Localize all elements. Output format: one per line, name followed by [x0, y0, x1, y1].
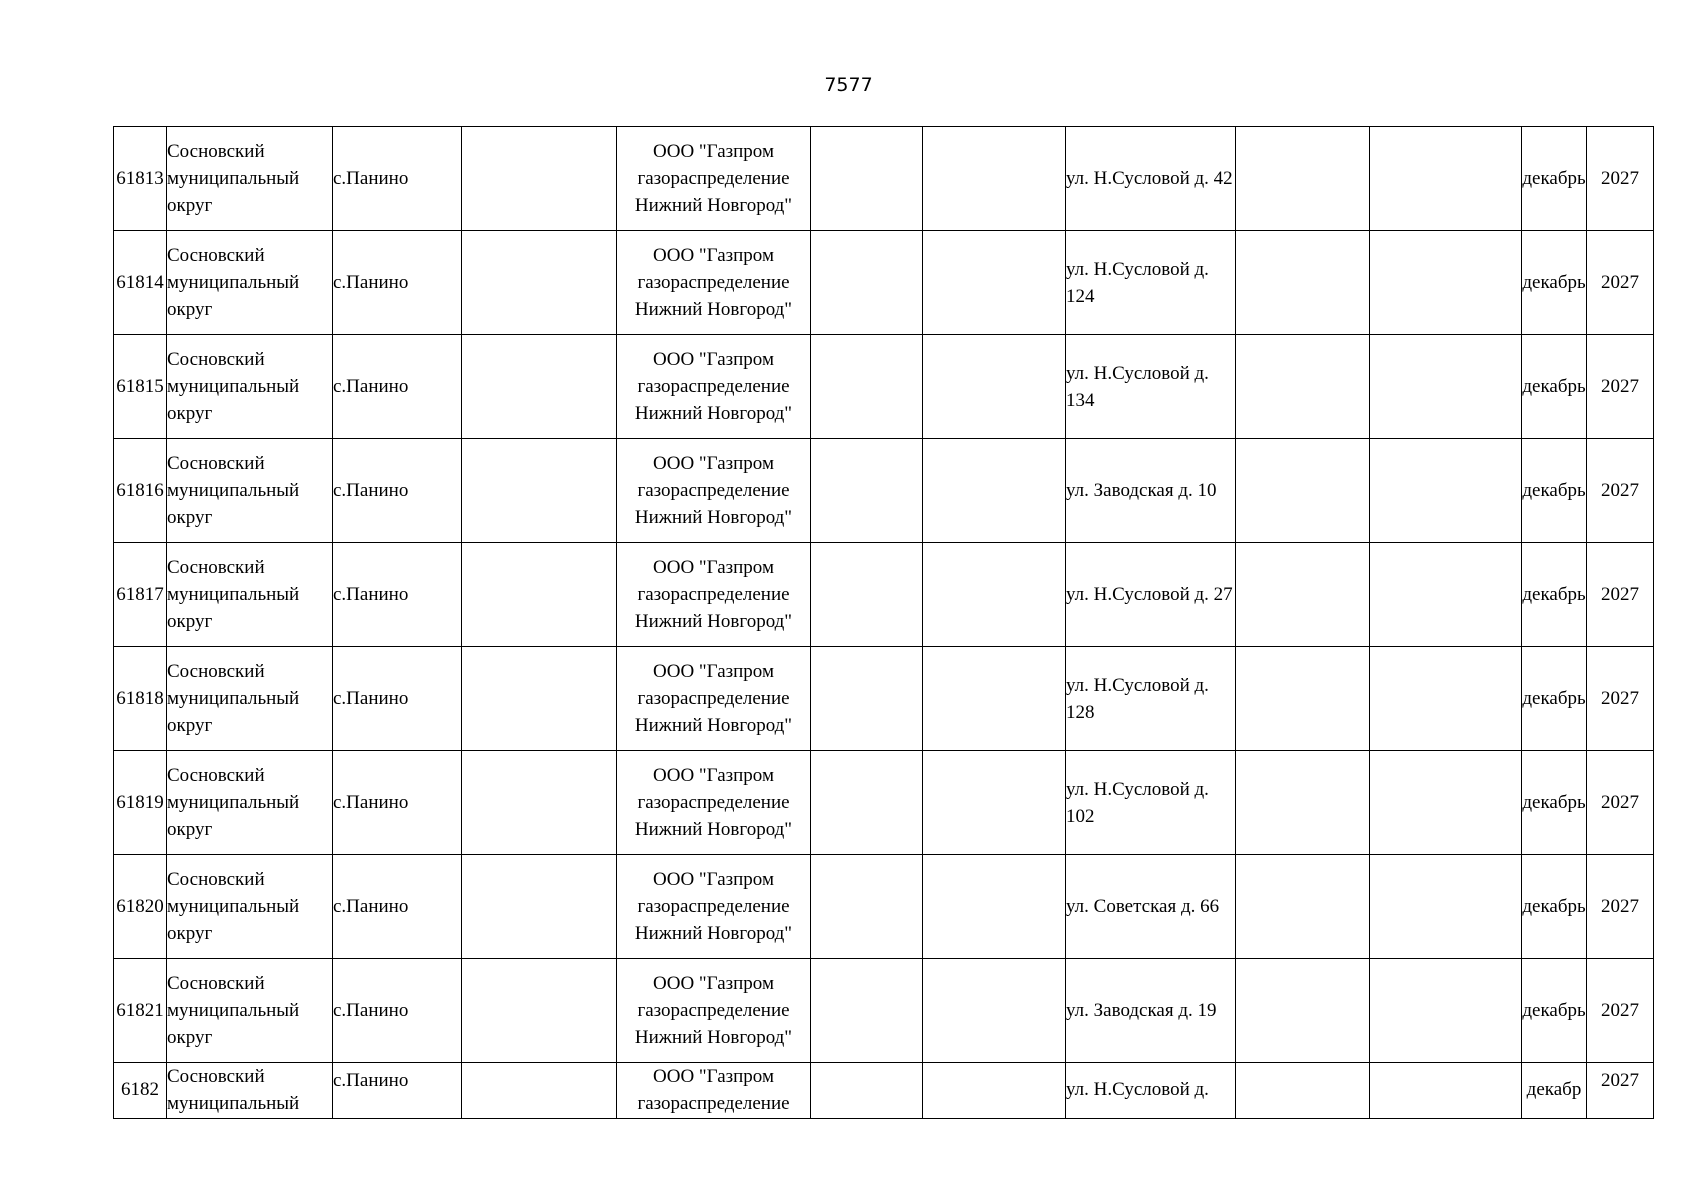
empty-cell — [811, 543, 923, 647]
page-number: 7577 — [824, 74, 873, 96]
empty-cell — [811, 959, 923, 1063]
empty-cell — [811, 855, 923, 959]
record-number-cell: 61813 — [114, 127, 167, 231]
month-cell: декабрь — [1522, 959, 1587, 1063]
empty-cell — [462, 439, 617, 543]
table-row — [114, 855, 1654, 959]
empty-cell — [923, 959, 1066, 1063]
organization-cell: ООО "Газпром газораспределение Нижний Новгород" — [617, 543, 811, 647]
district-cell: Сосновский муниципальный округ — [167, 647, 333, 751]
empty-cell — [923, 751, 1066, 855]
locality-cell: с.Панино — [333, 439, 462, 543]
year-cell: 2027 — [1587, 439, 1654, 543]
district-cell: Сосновский муниципальный округ — [167, 959, 333, 1063]
year-cell: 2027 — [1587, 231, 1654, 335]
table-row — [114, 959, 1654, 1063]
table-row — [114, 335, 1654, 439]
month-cell: декабрь — [1522, 751, 1587, 855]
empty-cell — [1236, 439, 1370, 543]
locality-cell: с.Панино — [333, 647, 462, 751]
year-cell: 2027 — [1587, 543, 1654, 647]
organization-cell: ООО "Газпром газораспределение Нижний Новгород" — [617, 959, 811, 1063]
table-row — [114, 439, 1654, 543]
record-number-cell: 61818 — [114, 647, 167, 751]
empty-cell — [1236, 959, 1370, 1063]
empty-cell — [462, 127, 617, 231]
address-cell: ул. Н.Сусловой д. 27 — [1066, 543, 1236, 647]
locality-cell: с.Панино — [333, 335, 462, 439]
empty-cell — [1236, 855, 1370, 959]
record-number-cell: 61816 — [114, 439, 167, 543]
address-cell: ул. Заводская д. 10 — [1066, 439, 1236, 543]
locality-cell: с.Панино — [333, 543, 462, 647]
table-row — [114, 543, 1654, 647]
year-cell: 2027 — [1587, 855, 1654, 959]
table-row — [114, 127, 1654, 231]
address-cell: ул. Советская д. 66 — [1066, 855, 1236, 959]
locality-cell: с.Панино — [333, 1063, 462, 1119]
organization-cell: ООО "Газпром газораспределение — [617, 1063, 811, 1119]
month-cell: декабр — [1522, 1063, 1587, 1119]
empty-cell — [1370, 1063, 1522, 1119]
month-cell: декабрь — [1522, 543, 1587, 647]
empty-cell — [1370, 647, 1522, 751]
address-cell: ул. Н.Сусловой д. 128 — [1066, 647, 1236, 751]
district-cell: Сосновский муниципальный округ — [167, 335, 333, 439]
address-cell: ул. Заводская д. 19 — [1066, 959, 1236, 1063]
district-cell: Сосновский муниципальный округ — [167, 855, 333, 959]
empty-cell — [1370, 335, 1522, 439]
empty-cell — [1370, 543, 1522, 647]
locality-cell: с.Панино — [333, 127, 462, 231]
address-cell: ул. Н.Сусловой д. 124 — [1066, 231, 1236, 335]
empty-cell — [1236, 127, 1370, 231]
locality-cell: с.Панино — [333, 959, 462, 1063]
organization-cell: ООО "Газпром газораспределение Нижний Новгород" — [617, 855, 811, 959]
locality-cell: с.Панино — [333, 855, 462, 959]
organization-cell: ООО "Газпром газораспределение Нижний Новгород" — [617, 335, 811, 439]
empty-cell — [923, 231, 1066, 335]
record-number-cell: 61821 — [114, 959, 167, 1063]
record-number-cell: 61819 — [114, 751, 167, 855]
empty-cell — [811, 127, 923, 231]
address-cell: ул. Н.Сусловой д. 134 — [1066, 335, 1236, 439]
table-row — [114, 647, 1654, 751]
district-cell: Сосновский муниципальный округ — [167, 751, 333, 855]
organization-cell: ООО "Газпром газораспределение Нижний Новгород" — [617, 647, 811, 751]
empty-cell — [923, 647, 1066, 751]
year-cell: 2027 — [1587, 1063, 1654, 1119]
empty-cell — [1370, 231, 1522, 335]
month-cell: декабрь — [1522, 127, 1587, 231]
district-cell: Сосновский муниципальный округ — [167, 127, 333, 231]
empty-cell — [1236, 335, 1370, 439]
record-number-cell: 61814 — [114, 231, 167, 335]
empty-cell — [1370, 751, 1522, 855]
district-cell: Сосновский муниципальный — [167, 1063, 333, 1119]
empty-cell — [1370, 127, 1522, 231]
empty-cell — [1370, 439, 1522, 543]
month-cell: декабрь — [1522, 335, 1587, 439]
table-row — [114, 1063, 1654, 1119]
empty-cell — [1236, 543, 1370, 647]
empty-cell — [923, 439, 1066, 543]
empty-cell — [462, 855, 617, 959]
district-cell: Сосновский муниципальный округ — [167, 543, 333, 647]
month-cell: декабрь — [1522, 647, 1587, 751]
organization-cell: ООО "Газпром газораспределение Нижний Новгород" — [617, 127, 811, 231]
record-number-cell: 61820 — [114, 855, 167, 959]
month-cell: декабрь — [1522, 231, 1587, 335]
year-cell: 2027 — [1587, 751, 1654, 855]
empty-cell — [811, 335, 923, 439]
empty-cell — [923, 335, 1066, 439]
empty-cell — [811, 439, 923, 543]
record-number-cell: 6182 — [114, 1063, 167, 1119]
empty-cell — [811, 1063, 923, 1119]
empty-cell — [462, 647, 617, 751]
month-cell: декабрь — [1522, 855, 1587, 959]
empty-cell — [923, 127, 1066, 231]
organization-cell: ООО "Газпром газораспределение Нижний Новгород" — [617, 751, 811, 855]
empty-cell — [1236, 1063, 1370, 1119]
empty-cell — [462, 751, 617, 855]
empty-cell — [923, 1063, 1066, 1119]
empty-cell — [462, 231, 617, 335]
empty-cell — [923, 543, 1066, 647]
empty-cell — [923, 855, 1066, 959]
year-cell: 2027 — [1587, 647, 1654, 751]
organization-cell: ООО "Газпром газораспределение Нижний Новгород" — [617, 439, 811, 543]
empty-cell — [1370, 959, 1522, 1063]
record-number-cell: 61817 — [114, 543, 167, 647]
empty-cell — [811, 751, 923, 855]
locality-cell: с.Панино — [333, 231, 462, 335]
organization-cell: ООО "Газпром газораспределение Нижний Новгород" — [617, 231, 811, 335]
empty-cell — [462, 1063, 617, 1119]
empty-cell — [1236, 751, 1370, 855]
year-cell: 2027 — [1587, 127, 1654, 231]
address-cell: ул. Н.Сусловой д. — [1066, 1063, 1236, 1119]
address-cell: ул. Н.Сусловой д. 42 — [1066, 127, 1236, 231]
empty-cell — [811, 647, 923, 751]
address-cell: ул. Н.Сусловой д. 102 — [1066, 751, 1236, 855]
empty-cell — [462, 959, 617, 1063]
table-row — [114, 231, 1654, 335]
registry-table — [113, 126, 1654, 1119]
empty-cell — [462, 335, 617, 439]
record-number-cell: 61815 — [114, 335, 167, 439]
empty-cell — [1236, 231, 1370, 335]
table-row — [114, 751, 1654, 855]
empty-cell — [462, 543, 617, 647]
district-cell: Сосновский муниципальный округ — [167, 439, 333, 543]
locality-cell: с.Панино — [333, 751, 462, 855]
district-cell: Сосновский муниципальный округ — [167, 231, 333, 335]
empty-cell — [1236, 647, 1370, 751]
year-cell: 2027 — [1587, 959, 1654, 1063]
empty-cell — [1370, 855, 1522, 959]
year-cell: 2027 — [1587, 335, 1654, 439]
month-cell: декабрь — [1522, 439, 1587, 543]
empty-cell — [811, 231, 923, 335]
